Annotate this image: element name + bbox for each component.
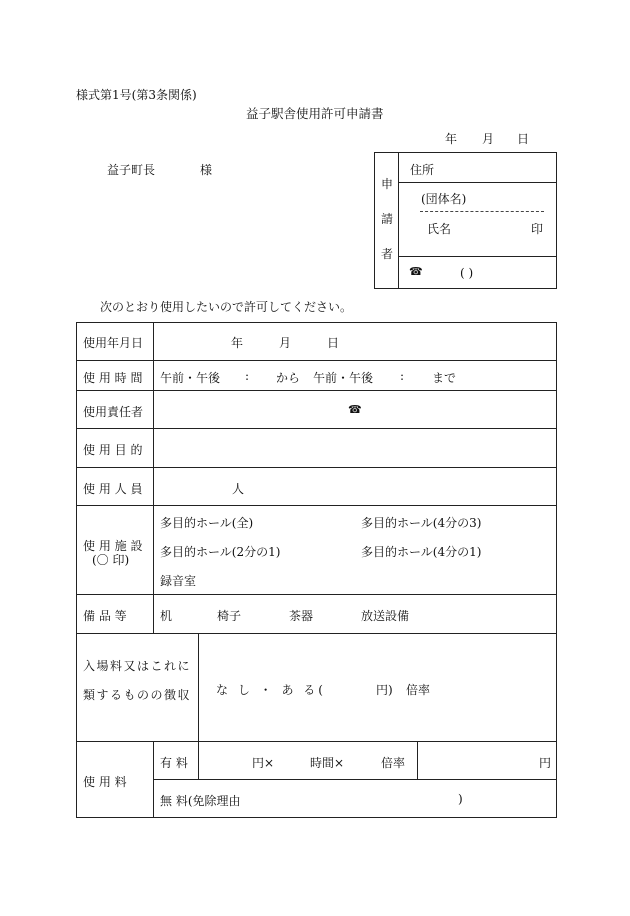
row-admission-label-1: 入場料又はこれに [83,659,192,673]
equipment-item-3: 茶器 [289,609,314,623]
address-label: 住所 [410,163,435,177]
row-time-colon-1: : [245,369,250,383]
admission-rate: 倍率 [406,683,431,697]
admission-value: な し ・ あ る( [216,683,326,697]
row-facility-sublabel: (〇 印) [92,553,130,567]
group-label: (団体名) [421,192,467,206]
addressee-honorific: 様 [200,163,213,177]
date-year: 年 [445,132,458,146]
row-date-year: 年 [231,336,244,350]
admission-yen: 円) [376,683,393,697]
intro-text: 次のとおり使用したいので許可してください。 [100,300,353,314]
row-admission-label-2: 類するものの徴収 [83,688,192,702]
equipment-item-2: 椅子 [217,609,242,623]
fee-free-close: ) [458,792,463,806]
phone-icon: ☎ [409,265,423,278]
addressee-name: 益子町長 [107,163,156,177]
row-manager-label: 使用責任者 [83,405,144,419]
fee-free-label: 無 料(免除理由 [160,794,241,808]
fee-paid-hours: 時間× [310,756,345,770]
fee-paid-total: 円 [539,756,552,770]
facility-option-5: 録音室 [160,574,197,588]
row-equipment-label: 備 品 等 [83,609,127,623]
row-time-from: から [276,371,301,385]
row-purpose-label: 使 用 目 的 [83,443,143,457]
row-people-unit: 人 [232,482,245,496]
facility-option-4: 多目的ホール(4分の1) [361,545,482,559]
equipment-item-4: 放送設備 [361,609,410,623]
facility-option-1: 多目的ホール(全) [160,516,254,530]
applicant-side-label-3: 者 [381,247,394,261]
facility-option-2: 多目的ホール(4分の3) [361,516,482,530]
row-date-label: 使用年月日 [83,336,144,350]
phone-paren: ( ) [460,266,474,280]
name-label: 氏名 [427,222,452,236]
applicant-side-label-1: 申 [381,177,394,191]
manager-phone-icon: ☎ [348,403,362,416]
fee-paid-rate: 倍率 [381,756,406,770]
row-date-month: 月 [279,336,292,350]
fee-paid-label: 有 料 [160,756,188,770]
equipment-item-1: 机 [160,609,173,623]
date-month: 月 [482,132,495,146]
row-facility-label: 使 用 施 設 [83,539,143,553]
seal-label: 印 [531,222,544,236]
row-time-end: 午前・午後 [313,371,374,385]
row-time-label: 使 用 時 間 [83,371,143,385]
date-day: 日 [517,132,530,146]
fee-paid-yen: 円× [252,756,275,770]
row-time-start: 午前・午後 [160,371,221,385]
facility-option-3: 多目的ホール(2分の1) [160,545,281,559]
applicant-side-label-2: 請 [381,212,394,226]
page-title: 益子駅舎使用許可申請書 [246,106,384,121]
form-number: 様式第1号(第3条関係) [76,88,197,102]
row-time-colon-2: : [400,369,405,383]
row-fee-label: 使 用 料 [83,775,127,789]
row-people-label: 使 用 人 員 [83,482,143,496]
row-time-until: まで [432,371,457,385]
row-date-day: 日 [327,336,340,350]
